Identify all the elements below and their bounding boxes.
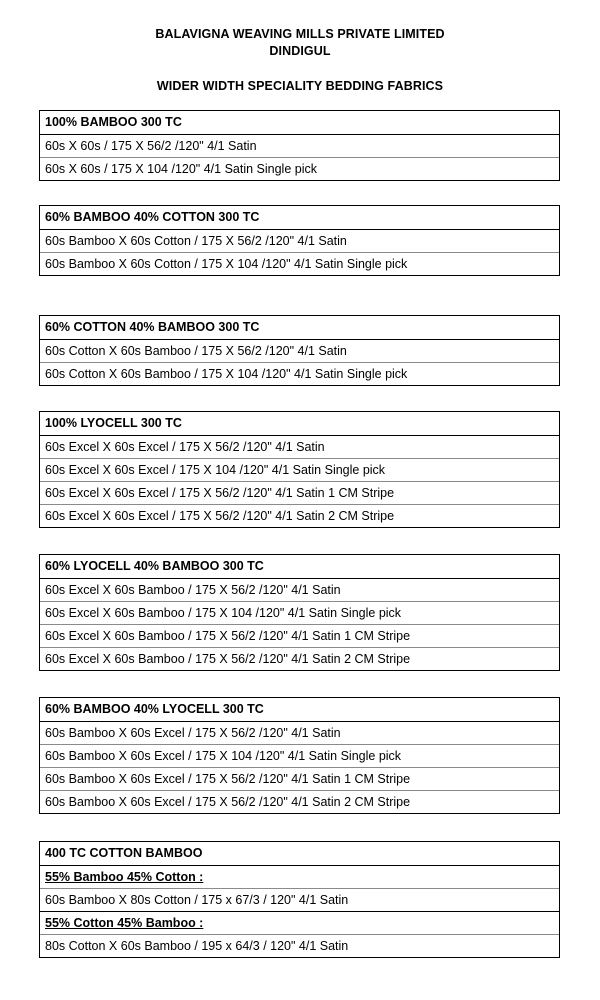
table-title: 60% LYOCELL 40% BAMBOO 300 TC <box>45 559 264 573</box>
table-row: 60s Excel X 60s Bamboo / 175 X 56/2 /120" 4/1 Satin 2 CM Stripe <box>40 647 559 670</box>
table-row: 60s Bamboo X 60s Excel / 175 X 56/2 /120" 4/1 Satin 2 CM Stripe <box>40 790 559 813</box>
table-subheading: 55% Cotton 45% Bamboo : <box>40 911 559 934</box>
table-title: 60% COTTON 40% BAMBOO 300 TC <box>45 320 260 334</box>
table-row: 60s Bamboo X 80s Cotton / 175 x 67/3 / 120" 4/1 Satin <box>40 888 559 911</box>
table-row: 60s Bamboo X 60s Excel / 175 X 104 /120" 4/1 Satin Single pick <box>40 744 559 767</box>
table-subheading: 55% Bamboo 45% Cotton : <box>40 865 559 888</box>
table-row: 60s Excel X 60s Bamboo / 175 X 56/2 /120" 4/1 Satin <box>40 578 559 601</box>
table-row: 60s Excel X 60s Excel / 175 X 56/2 /120" 4/1 Satin 2 CM Stripe <box>40 504 559 527</box>
document-subtitle: WIDER WIDTH SPECIALITY BEDDING FABRICS <box>156 79 444 93</box>
fabric-table-400tc <box>39 841 560 958</box>
fabric-table-bamboo <box>39 110 560 181</box>
table-title: 100% LYOCELL 300 TC <box>45 416 182 430</box>
fabric-table-bamboo-lyocell <box>39 697 560 814</box>
company-city: DINDIGUL <box>269 44 331 58</box>
table-row: 60s X 60s / 175 X 56/2 /120" 4/1 Satin <box>40 134 559 157</box>
table-row: 60s Excel X 60s Bamboo / 175 X 56/2 /120" 4/1 Satin 1 CM Stripe <box>40 624 559 647</box>
table-row: 60s Bamboo X 60s Cotton / 175 X 56/2 /120" 4/1 Satin <box>40 229 559 252</box>
table-row: 60s Excel X 60s Excel / 175 X 56/2 /120" 4/1 Satin 1 CM Stripe <box>40 481 559 504</box>
table-title: 60% BAMBOO 40% LYOCELL 300 TC <box>45 702 264 716</box>
table-title: 100% BAMBOO 300 TC <box>45 115 182 129</box>
fabric-table-bamboo-cotton <box>39 205 560 276</box>
table-title: 60% BAMBOO 40% COTTON 300 TC <box>45 210 260 224</box>
table-row: 80s Cotton X 60s Bamboo / 195 x 64/3 / 120" 4/1 Satin <box>40 934 559 957</box>
fabric-table-cotton-bamboo <box>39 315 560 386</box>
table-row: 60s Cotton X 60s Bamboo / 175 X 104 /120" 4/1 Satin Single pick <box>40 362 559 385</box>
table-row: 60s Excel X 60s Excel / 175 X 104 /120" 4/1 Satin Single pick <box>40 458 559 481</box>
table-title: 400 TC COTTON BAMBOO <box>45 846 203 860</box>
fabric-table-lyocell-bamboo <box>39 554 560 671</box>
fabric-table-lyocell <box>39 411 560 528</box>
table-row: 60s Bamboo X 60s Cotton / 175 X 104 /120" 4/1 Satin Single pick <box>40 252 559 275</box>
table-row: 60s Cotton X 60s Bamboo / 175 X 56/2 /120" 4/1 Satin <box>40 339 559 362</box>
table-row: 60s Bamboo X 60s Excel / 175 X 56/2 /120" 4/1 Satin 1 CM Stripe <box>40 767 559 790</box>
table-row: 60s X 60s / 175 X 104 /120" 4/1 Satin Single pick <box>40 157 559 180</box>
company-name: BALAVIGNA WEAVING MILLS PRIVATE LIMITED <box>155 27 445 41</box>
table-row: 60s Bamboo X 60s Excel / 175 X 56/2 /120" 4/1 Satin <box>40 721 559 744</box>
table-row: 60s Excel X 60s Excel / 175 X 56/2 /120" 4/1 Satin <box>40 435 559 458</box>
table-row: 60s Excel X 60s Bamboo / 175 X 104 /120" 4/1 Satin Single pick <box>40 601 559 624</box>
